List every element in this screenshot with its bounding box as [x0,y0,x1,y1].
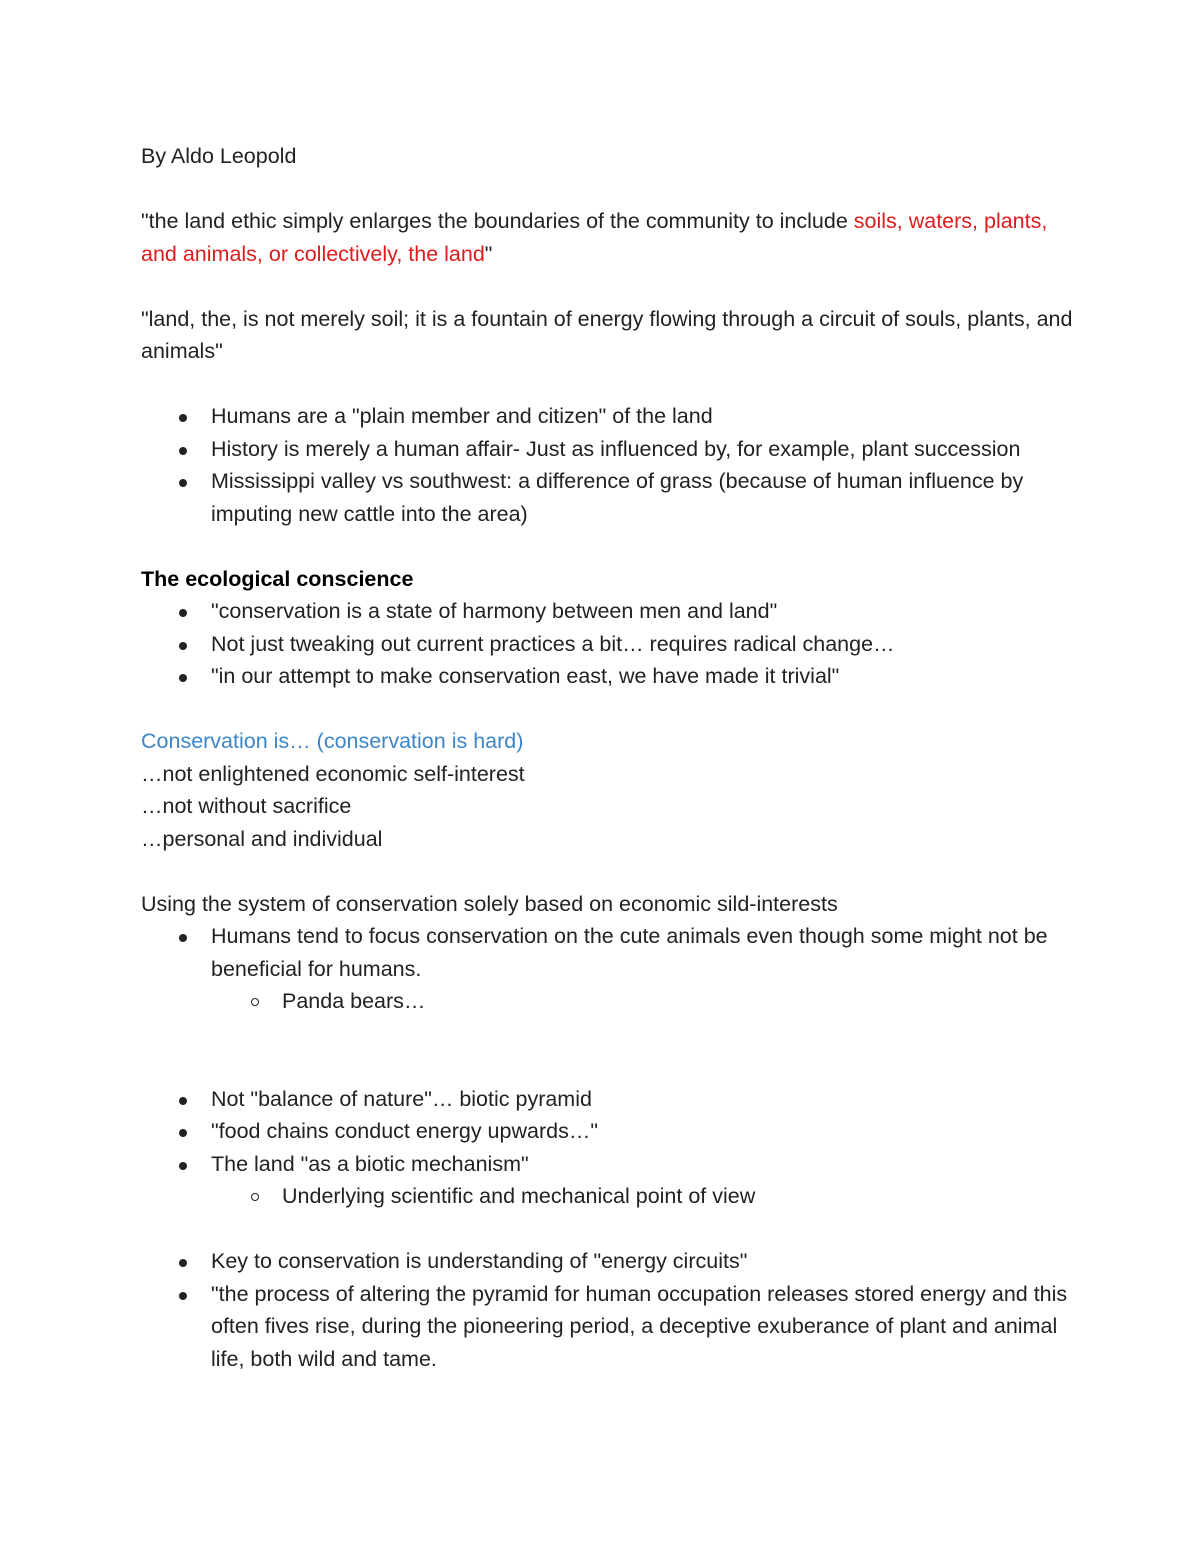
list-item: "food chains conduct energy upwards…" [141,1115,1081,1148]
author-line: By Aldo Leopold [141,144,297,168]
bullet-list-pyramid [141,1083,1081,1213]
quote-fountain-of-energy: "land, the, is not merely soil; it is a fountain of energy flowing through a circuit of souls, plants, and animals" [141,306,1073,363]
list-item: Not just tweaking out current practices a bit… requires radical change… [141,628,1081,661]
bullet-list-humans [141,400,1081,530]
list-item: Key to conservation is understanding of "energy circuits" [141,1245,1081,1278]
sub-list-item: Panda bears… [141,985,1081,1018]
bullet-list-system [141,920,1081,1018]
conservation-line: …not enlightened economic self-interest [141,761,525,786]
bullet-list-ecological [141,595,1081,693]
list-item: The land "as a biotic mechanism" [141,1148,1081,1181]
list-item: "the process of altering the pyramid for human occupation releases stored energy and this often fives rise, during the pioneering period, a deceptive exuberance of plant and animal life, both wild and tame. [141,1278,1081,1376]
system-intro: Using the system of conservation solely based on economic sild-interests [141,891,838,916]
conservation-line: …personal and individual [141,826,383,851]
list-item: History is merely a human affair- Just as influenced by, for example, plant succession [141,433,1081,466]
quote-land-ethic-end: " [484,241,493,266]
section-heading-ecological-conscience: The ecological conscience [141,566,414,591]
list-item: Mississippi valley vs southwest: a difference of grass (because of human influence by imputing new cattle into the area) [141,465,1081,530]
sub-list-item: Underlying scientific and mechanical point of view [141,1180,1081,1213]
section-heading-conservation: Conservation is… (conservation is hard) [141,729,524,753]
quote-land-ethic-text: "the land ethic simply enlarges the boundaries of the community to include [141,209,854,233]
list-item: Not "balance of nature"… biotic pyramid [141,1083,1081,1116]
conservation-line: …not without sacrifice [141,794,352,818]
document-page [141,140,1081,1375]
list-item: "in our attempt to make conservation east, we have made it trivial" [141,660,1081,693]
list-item: Humans tend to focus conservation on the cute animals even though some might not be beneficial for humans. [141,920,1081,985]
quote-land-ethic [141,205,1081,270]
quote-land-ethic-highlight: soils, waters, plants, and animals, or collectively, the land [141,209,1048,266]
list-item: "conservation is a state of harmony between men and land" [141,595,1081,628]
bullet-list-energy [141,1245,1081,1375]
list-item: Humans are a "plain member and citizen" of the land [141,400,1081,433]
